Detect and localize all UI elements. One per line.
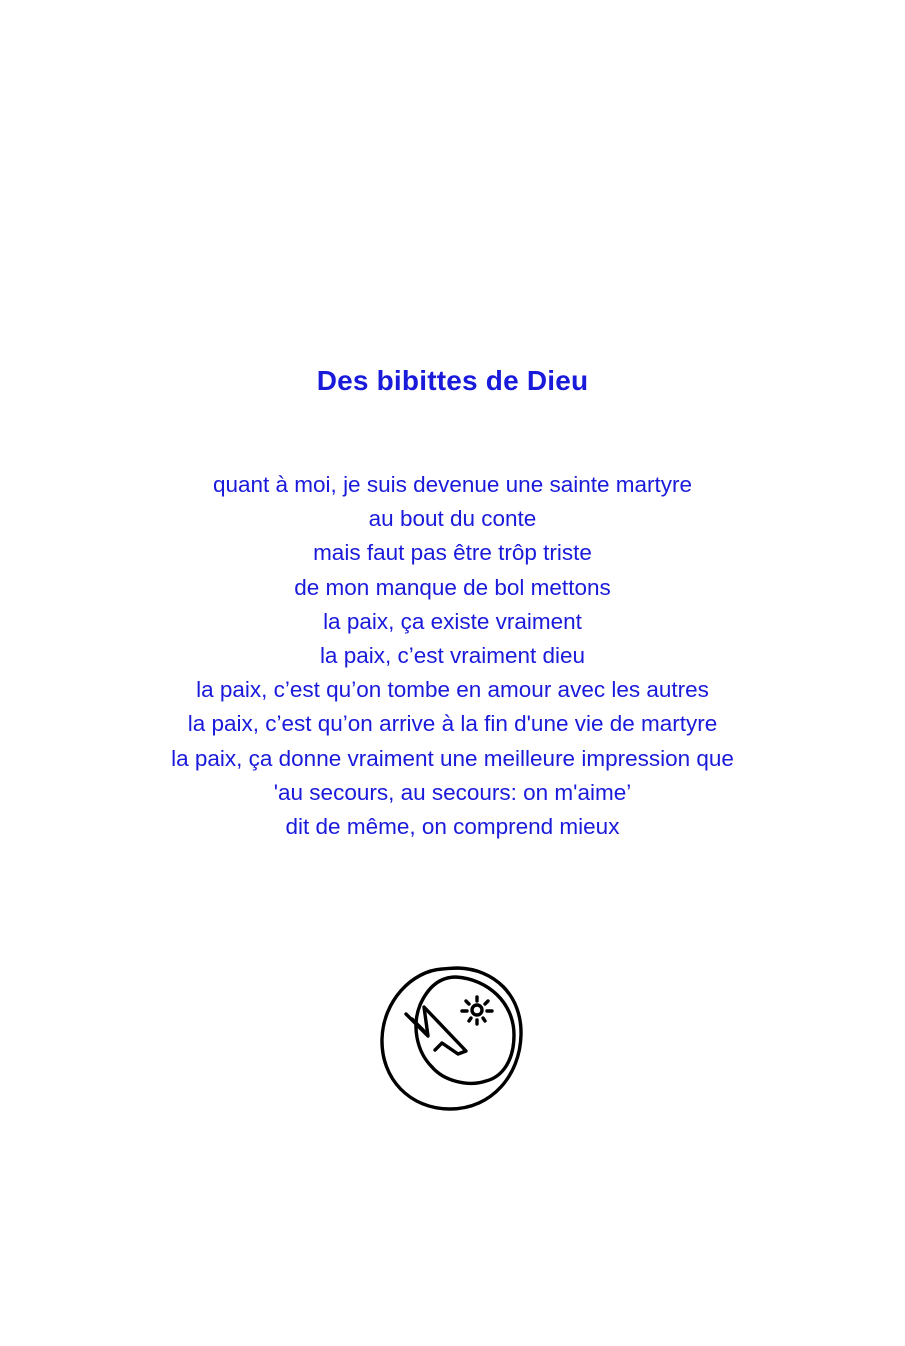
poem-line: la paix, c’est qu’on tombe en amour avec les autres (196, 677, 709, 703)
poem-line: quant à moi, je suis devenue une sainte martyre (212, 472, 693, 497)
poem-line: la paix, c’est vraiment dieu (319, 643, 586, 669)
poem-line: mais faut pas être trôp triste (313, 540, 592, 566)
moon-star-emblem-icon (376, 963, 528, 1115)
poem-line: de mon manque de bol mettons (294, 574, 611, 600)
poem-line: la paix, ça donne vraiment une meilleure impression que (171, 745, 734, 771)
poem-body (0, 468, 905, 844)
poem-line: 'au secours, au secours: on m'aime’ (273, 779, 632, 805)
poem-line: la paix, ça existe vraiment (323, 608, 582, 634)
poem-line: la paix, c’est qu’on arrive à la fin d'une vie de martyre (187, 711, 718, 737)
poem-line: au bout du conte (368, 506, 537, 532)
poem-line: dit de même, on comprend mieux (285, 814, 620, 840)
poem-title: Des bibittes de Dieu (316, 365, 589, 396)
